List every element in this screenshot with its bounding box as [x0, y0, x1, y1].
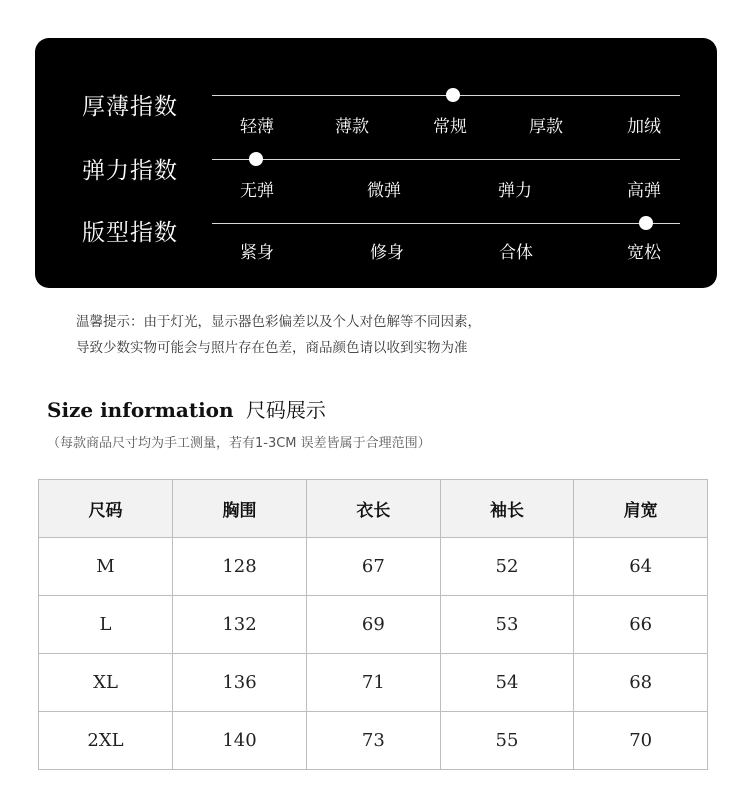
size-table-header-row — [39, 480, 708, 538]
table-row — [39, 654, 708, 712]
fit-option: 紧身 — [240, 243, 274, 263]
thickness-option: 轻薄 — [240, 117, 274, 137]
elasticity-option: 弹力 — [498, 181, 532, 201]
thickness-option: 常规 — [433, 117, 467, 137]
elasticity-track — [212, 159, 680, 160]
header-length: 衣长 — [307, 480, 441, 538]
disclaimer-line-1: 温馨提示：由于灯光，显示器色彩偏差以及个人对色解等不同因素， — [76, 314, 481, 330]
fit-index-label: 版型指数 — [82, 220, 178, 246]
cell-sleeve: 52 — [440, 538, 574, 596]
cell-size: XL — [39, 654, 173, 712]
thickness-option: 加绒 — [627, 117, 661, 137]
fit-index-row — [35, 214, 717, 274]
cell-sleeve: 53 — [440, 596, 574, 654]
thickness-selected-dot — [446, 88, 460, 102]
thickness-index-label: 厚薄指数 — [82, 94, 178, 120]
disclaimer-line-2: 导致少数实物可能会与照片存在色差，商品颜色请以收到实物为准 — [76, 340, 468, 356]
fit-option: 合体 — [499, 243, 533, 263]
cell-chest: 140 — [173, 712, 307, 770]
table-row — [39, 712, 708, 770]
cell-length: 69 — [307, 596, 441, 654]
cell-size: L — [39, 596, 173, 654]
size-title-zh: 尺码展示 — [245, 398, 326, 422]
cell-shoulder: 64 — [574, 538, 708, 596]
fit-selected-dot — [639, 216, 653, 230]
cell-sleeve: 54 — [440, 654, 574, 712]
thickness-index-row — [35, 86, 717, 146]
size-section-title — [47, 394, 326, 423]
table-row — [39, 596, 708, 654]
size-title-en: Size information — [47, 398, 234, 422]
elasticity-index-row — [35, 150, 717, 210]
cell-size: M — [39, 538, 173, 596]
cell-length: 73 — [307, 712, 441, 770]
size-section-subtitle: （每款商品尺寸均为手工测量，若有1-3CM 误差皆属于合理范围） — [47, 436, 431, 451]
thickness-option: 薄款 — [335, 117, 369, 137]
size-table — [38, 479, 708, 770]
cell-shoulder: 70 — [574, 712, 708, 770]
product-index-panel — [35, 38, 717, 288]
cell-shoulder: 68 — [574, 654, 708, 712]
fit-option: 修身 — [370, 243, 404, 263]
cell-chest: 136 — [173, 654, 307, 712]
table-row — [39, 538, 708, 596]
cell-chest: 132 — [173, 596, 307, 654]
color-disclaimer — [76, 309, 481, 361]
cell-shoulder: 66 — [574, 596, 708, 654]
elasticity-selected-dot — [249, 152, 263, 166]
fit-track — [212, 223, 680, 224]
elasticity-option: 高弹 — [627, 181, 661, 201]
elasticity-option: 微弹 — [367, 181, 401, 201]
header-chest: 胸围 — [173, 480, 307, 538]
elasticity-index-label: 弹力指数 — [82, 158, 178, 184]
thickness-option: 厚款 — [529, 117, 563, 137]
header-sleeve: 袖长 — [440, 480, 574, 538]
header-shoulder: 肩宽 — [574, 480, 708, 538]
elasticity-option: 无弹 — [240, 181, 274, 201]
cell-length: 71 — [307, 654, 441, 712]
cell-chest: 128 — [173, 538, 307, 596]
header-size: 尺码 — [39, 480, 173, 538]
cell-size: 2XL — [39, 712, 173, 770]
fit-option: 宽松 — [627, 243, 661, 263]
cell-length: 67 — [307, 538, 441, 596]
cell-sleeve: 55 — [440, 712, 574, 770]
